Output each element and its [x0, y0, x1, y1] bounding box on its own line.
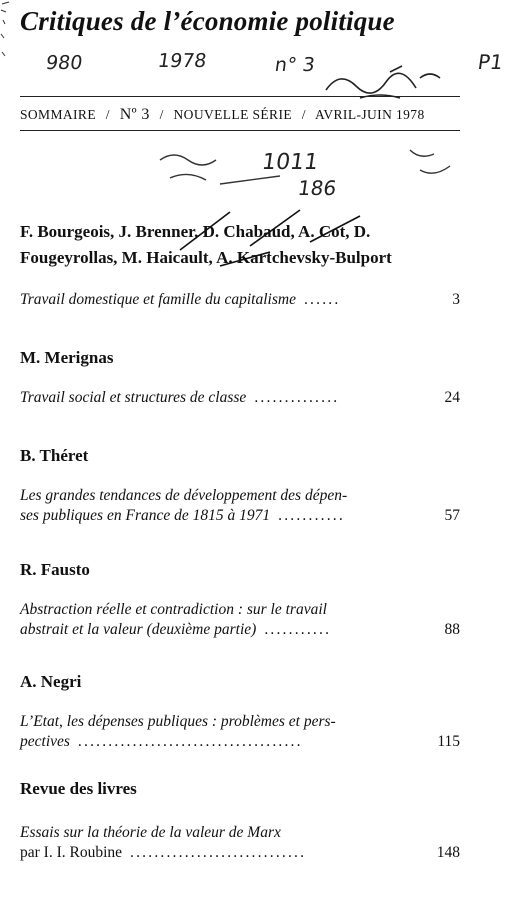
toc-entry-6: [20, 823, 460, 863]
toc-title-5a: L’Etat, les dépenses publiques : problèmes et pers-: [20, 713, 336, 730]
issue-header: [20, 106, 425, 124]
toc-title-4a: Abstraction réelle et contradiction : sur le travail: [20, 601, 327, 618]
toc-title-1: Travail domestique et famille du capitalisme: [20, 291, 296, 308]
toc-leader-3: ...........: [278, 507, 345, 524]
toc-leader-5: .....................................: [77, 733, 303, 750]
journal-title: Critiques de l’économie politique: [20, 6, 395, 36]
pen-strike-marks: [160, 206, 380, 270]
header-rule-top: [20, 96, 460, 97]
series-label: NOUVELLE SÉRIE: [173, 107, 292, 122]
toc-entry-2: [20, 388, 460, 408]
issue-number: Nº 3: [119, 106, 150, 123]
toc-authors-3: B. Théret: [20, 446, 89, 465]
toc-page-3: 57: [444, 507, 460, 524]
toc-leader-1: ......: [303, 291, 341, 308]
toc-title-5b: pectives: [20, 733, 70, 750]
separator: /: [159, 107, 164, 122]
handwritten-stamp-number-2: 186: [296, 176, 338, 200]
issue-date: AVRIL-JUIN 1978: [314, 107, 425, 122]
toc-leader-4: ...........: [264, 621, 332, 638]
toc-leader-6: .............................: [130, 844, 307, 861]
toc-title-2: Travail social et structures de classe: [20, 389, 247, 406]
separator: /: [105, 107, 110, 122]
toc-entry-4: [20, 600, 460, 640]
toc-entry-3: [20, 486, 460, 526]
toc-title-3b: ses publiques en France de 1815 à 1971: [20, 507, 271, 524]
toc-section-book-reviews: Revue des livres: [20, 779, 137, 798]
toc-authors-5: A. Negri: [20, 672, 82, 691]
toc-leader-2: ..............: [254, 389, 340, 406]
handwritten-stamp-number-1: 1011: [260, 150, 320, 175]
toc-title-3a: Les grandes tendances de développement des dépen-: [20, 487, 348, 504]
toc-page-6: 148: [436, 844, 460, 861]
scan-margin-marks: [0, 0, 14, 80]
handwritten-issue-note: n° 3: [273, 54, 317, 76]
header-rule-bottom: [20, 130, 460, 131]
toc-authors-2: M. Merignas: [20, 348, 114, 367]
toc-entry-5: [20, 712, 460, 752]
toc-page-1: 3: [452, 291, 460, 308]
toc-title-4b: abstrait et la valeur (deuxième partie): [20, 621, 257, 638]
separator: /: [301, 107, 306, 122]
stamp-scribble-top: [320, 60, 460, 108]
toc-authors-4: R. Fausto: [20, 560, 90, 579]
toc-entry-1: [20, 290, 460, 310]
handwritten-corner-note: P1: [476, 50, 505, 74]
toc-page-5: 115: [437, 733, 460, 750]
handwritten-number-middle: 1978: [156, 50, 208, 72]
handwritten-number-left: 980: [44, 52, 84, 74]
toc-title-6b: par I. I. Roubine: [20, 844, 123, 861]
toc-title-6a: Essais sur la théorie de la valeur de Marx: [20, 824, 281, 841]
toc-page-2: 24: [444, 389, 460, 406]
toc-authors-1: F. Bourgeois, J. Brenner, D. Chabaud, A. Cot, D. Fougeyrollas, M. Haicault, A. Kartchevsky-Bulport: [20, 222, 392, 267]
toc-page-4: 88: [444, 621, 460, 638]
sommaire-label: SOMMAIRE: [20, 107, 96, 122]
